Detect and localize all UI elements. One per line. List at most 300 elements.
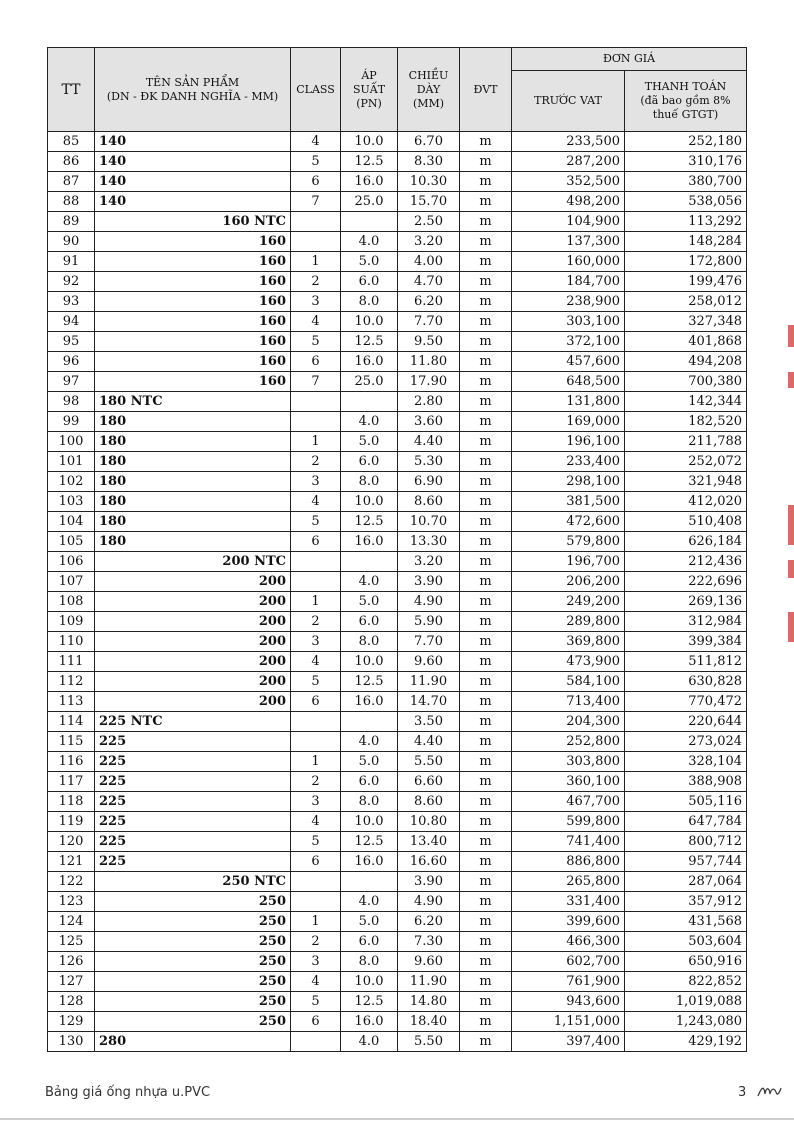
header-tt: TT: [48, 48, 95, 132]
cell-payment: 222,696: [625, 572, 747, 592]
cell-payment: 957,744: [625, 852, 747, 872]
cell-tt: 113: [48, 692, 95, 712]
cell-tt: 118: [48, 792, 95, 812]
cell-product: 160: [95, 252, 291, 272]
cell-unit: m: [460, 912, 512, 932]
cell-class: 3: [291, 472, 341, 492]
cell-product: 225: [95, 732, 291, 752]
cell-payment: 1,019,088: [625, 992, 747, 1012]
cell-before-vat: 352,500: [512, 172, 625, 192]
cell-product: 180: [95, 432, 291, 452]
cell-thickness: 6.70: [398, 132, 460, 152]
cell-unit: m: [460, 252, 512, 272]
cell-thickness: 7.70: [398, 312, 460, 332]
cell-unit: m: [460, 752, 512, 772]
header-pressure-line2: SUẤT: [352, 82, 386, 96]
cell-thickness: 4.70: [398, 272, 460, 292]
cell-thickness: 2.80: [398, 392, 460, 412]
cell-tt: 119: [48, 812, 95, 832]
cell-tt: 108: [48, 592, 95, 612]
cell-pressure: 12.5: [341, 152, 398, 172]
cell-before-vat: 298,100: [512, 472, 625, 492]
cell-pressure: 8.0: [341, 472, 398, 492]
cell-tt: 120: [48, 832, 95, 852]
cell-class: 3: [291, 632, 341, 652]
cell-unit: m: [460, 992, 512, 1012]
cell-thickness: 6.20: [398, 912, 460, 932]
table-row: [48, 232, 747, 252]
cell-before-vat: 233,400: [512, 452, 625, 472]
cell-tt: 91: [48, 252, 95, 272]
cell-thickness: 10.30: [398, 172, 460, 192]
cell-thickness: 2.50: [398, 212, 460, 232]
cell-product: 140: [95, 132, 291, 152]
table-row: [48, 552, 747, 572]
cell-payment: 538,056: [625, 192, 747, 212]
cell-before-vat: 369,800: [512, 632, 625, 652]
cell-class: 5: [291, 512, 341, 532]
cell-unit: m: [460, 412, 512, 432]
cell-payment: 511,812: [625, 652, 747, 672]
table-row: [48, 452, 747, 472]
cell-unit: m: [460, 372, 512, 392]
cell-before-vat: 472,600: [512, 512, 625, 532]
cell-tt: 124: [48, 912, 95, 932]
cell-product: 200: [95, 672, 291, 692]
cell-product: 200: [95, 572, 291, 592]
price-sheet: [47, 47, 747, 1052]
cell-pressure: 12.5: [341, 512, 398, 532]
cell-unit: m: [460, 472, 512, 492]
cell-class: 6: [291, 532, 341, 552]
cell-pressure: 4.0: [341, 232, 398, 252]
cell-payment: 220,644: [625, 712, 747, 732]
table-row: [48, 712, 747, 732]
table-row: [48, 732, 747, 752]
cell-thickness: 3.20: [398, 552, 460, 572]
cell-pressure: 10.0: [341, 812, 398, 832]
cell-class: 5: [291, 152, 341, 172]
cell-pressure: 8.0: [341, 292, 398, 312]
cell-before-vat: 331,400: [512, 892, 625, 912]
cell-payment: 431,568: [625, 912, 747, 932]
cell-pressure: 12.5: [341, 332, 398, 352]
header-pressure-line3: (PN): [356, 96, 382, 110]
cell-class: 6: [291, 852, 341, 872]
red-stamp-edge-mark: [788, 560, 794, 578]
signature-initials-icon: [756, 1080, 782, 1102]
cell-payment: 312,984: [625, 612, 747, 632]
cell-product: 225 NTC: [95, 712, 291, 732]
cell-product: 160: [95, 372, 291, 392]
cell-tt: 85: [48, 132, 95, 152]
header-unit: ĐVT: [460, 48, 512, 132]
cell-payment: 113,292: [625, 212, 747, 232]
cell-thickness: 4.00: [398, 252, 460, 272]
cell-tt: 94: [48, 312, 95, 332]
cell-class: 6: [291, 692, 341, 712]
cell-product: 140: [95, 172, 291, 192]
table-row: [48, 272, 747, 292]
cell-before-vat: 131,800: [512, 392, 625, 412]
cell-product: 180: [95, 412, 291, 432]
cell-payment: 505,116: [625, 792, 747, 812]
cell-before-vat: 265,800: [512, 872, 625, 892]
cell-class: 3: [291, 952, 341, 972]
red-stamp-edge-mark: [788, 372, 794, 388]
cell-product: 160: [95, 232, 291, 252]
cell-before-vat: 713,400: [512, 692, 625, 712]
cell-class: 3: [291, 792, 341, 812]
cell-before-vat: 381,500: [512, 492, 625, 512]
cell-pressure: 25.0: [341, 372, 398, 392]
cell-class: 2: [291, 772, 341, 792]
table-row: [48, 492, 747, 512]
cell-tt: 128: [48, 992, 95, 1012]
cell-thickness: 8.30: [398, 152, 460, 172]
cell-tt: 101: [48, 452, 95, 472]
cell-pressure: 10.0: [341, 492, 398, 512]
cell-tt: 121: [48, 852, 95, 872]
cell-product: 200: [95, 592, 291, 612]
red-stamp-edge-mark: [788, 505, 794, 545]
cell-pressure: [341, 872, 398, 892]
cell-class: [291, 412, 341, 432]
cell-unit: m: [460, 392, 512, 412]
header-product: [95, 48, 291, 132]
cell-unit: m: [460, 512, 512, 532]
cell-pressure: 10.0: [341, 972, 398, 992]
cell-product: 180: [95, 512, 291, 532]
cell-class: 7: [291, 192, 341, 212]
header-thickness-line1: CHIỀU: [408, 68, 449, 82]
header-price-group: ĐƠN GIÁ: [512, 48, 747, 71]
cell-product: 225: [95, 832, 291, 852]
cell-pressure: 4.0: [341, 732, 398, 752]
cell-product: 180: [95, 472, 291, 492]
cell-tt: 92: [48, 272, 95, 292]
cell-unit: m: [460, 492, 512, 512]
cell-thickness: 3.50: [398, 712, 460, 732]
cell-tt: 90: [48, 232, 95, 252]
cell-tt: 103: [48, 492, 95, 512]
cell-pressure: 10.0: [341, 132, 398, 152]
cell-product: 160 NTC: [95, 212, 291, 232]
cell-thickness: 15.70: [398, 192, 460, 212]
table-row: [48, 772, 747, 792]
cell-pressure: 16.0: [341, 172, 398, 192]
cell-product: 180: [95, 492, 291, 512]
cell-pressure: 6.0: [341, 272, 398, 292]
cell-before-vat: 360,100: [512, 772, 625, 792]
table-row: [48, 972, 747, 992]
cell-thickness: 11.80: [398, 352, 460, 372]
header-class: CLASS: [291, 48, 341, 132]
cell-tt: 112: [48, 672, 95, 692]
cell-payment: 357,912: [625, 892, 747, 912]
cell-class: 6: [291, 172, 341, 192]
cell-thickness: 10.70: [398, 512, 460, 532]
cell-before-vat: 473,900: [512, 652, 625, 672]
cell-pressure: [341, 392, 398, 412]
cell-class: 1: [291, 752, 341, 772]
cell-payment: 327,348: [625, 312, 747, 332]
cell-product: 200: [95, 652, 291, 672]
cell-product: 225: [95, 792, 291, 812]
table-row: [48, 152, 747, 172]
cell-pressure: 12.5: [341, 672, 398, 692]
cell-thickness: 18.40: [398, 1012, 460, 1032]
cell-thickness: 4.40: [398, 732, 460, 752]
cell-pressure: 5.0: [341, 592, 398, 612]
cell-product: 140: [95, 192, 291, 212]
cell-class: 4: [291, 312, 341, 332]
cell-class: [291, 572, 341, 592]
cell-payment: 273,024: [625, 732, 747, 752]
cell-product: 180: [95, 532, 291, 552]
cell-thickness: 5.30: [398, 452, 460, 472]
cell-payment: 321,948: [625, 472, 747, 492]
cell-before-vat: 233,500: [512, 132, 625, 152]
cell-pressure: [341, 552, 398, 572]
cell-tt: 86: [48, 152, 95, 172]
cell-unit: m: [460, 272, 512, 292]
cell-class: 1: [291, 912, 341, 932]
cell-thickness: 16.60: [398, 852, 460, 872]
cell-thickness: 13.30: [398, 532, 460, 552]
cell-tt: 123: [48, 892, 95, 912]
cell-unit: m: [460, 292, 512, 312]
cell-before-vat: 1,151,000: [512, 1012, 625, 1032]
cell-before-vat: 943,600: [512, 992, 625, 1012]
cell-thickness: 5.50: [398, 752, 460, 772]
cell-tt: 125: [48, 932, 95, 952]
table-row: [48, 312, 747, 332]
cell-unit: m: [460, 212, 512, 232]
cell-unit: m: [460, 952, 512, 972]
price-table: [47, 47, 747, 1052]
cell-unit: m: [460, 452, 512, 472]
table-row: [48, 932, 747, 952]
cell-tt: 129: [48, 1012, 95, 1032]
table-row: [48, 252, 747, 272]
cell-product: 200: [95, 632, 291, 652]
table-row: [48, 992, 747, 1012]
cell-class: 4: [291, 812, 341, 832]
cell-pressure: 10.0: [341, 312, 398, 332]
cell-pressure: 12.5: [341, 832, 398, 852]
cell-product: 200: [95, 692, 291, 712]
cell-class: [291, 1032, 341, 1052]
cell-payment: 412,020: [625, 492, 747, 512]
cell-pressure: [341, 212, 398, 232]
cell-before-vat: 584,100: [512, 672, 625, 692]
cell-thickness: 14.70: [398, 692, 460, 712]
cell-unit: m: [460, 552, 512, 572]
cell-class: 6: [291, 352, 341, 372]
cell-before-vat: 397,400: [512, 1032, 625, 1052]
cell-payment: 328,104: [625, 752, 747, 772]
cell-class: [291, 212, 341, 232]
cell-tt: 126: [48, 952, 95, 972]
table-row: [48, 292, 747, 312]
cell-class: 5: [291, 332, 341, 352]
cell-class: 4: [291, 132, 341, 152]
cell-unit: m: [460, 312, 512, 332]
cell-thickness: 3.20: [398, 232, 460, 252]
cell-product: 140: [95, 152, 291, 172]
cell-tt: 109: [48, 612, 95, 632]
cell-pressure: 5.0: [341, 252, 398, 272]
cell-pressure: 16.0: [341, 352, 398, 372]
cell-unit: m: [460, 652, 512, 672]
cell-thickness: 4.90: [398, 592, 460, 612]
cell-pressure: 5.0: [341, 432, 398, 452]
table-row: [48, 512, 747, 532]
cell-payment: 429,192: [625, 1032, 747, 1052]
header-thickness: [398, 48, 460, 132]
cell-thickness: 17.90: [398, 372, 460, 392]
cell-unit: m: [460, 1012, 512, 1032]
cell-class: 1: [291, 432, 341, 452]
cell-class: 5: [291, 672, 341, 692]
header-thickness-line3: (MM): [412, 96, 445, 110]
cell-product: 225: [95, 852, 291, 872]
table-row: [48, 1032, 747, 1052]
cell-payment: 626,184: [625, 532, 747, 552]
cell-class: [291, 392, 341, 412]
cell-payment: 494,208: [625, 352, 747, 372]
header-before-vat: TRƯỚC VAT: [512, 71, 625, 132]
cell-before-vat: 741,400: [512, 832, 625, 852]
cell-before-vat: 467,700: [512, 792, 625, 812]
table-row: [48, 592, 747, 612]
cell-before-vat: 466,300: [512, 932, 625, 952]
cell-payment: 647,784: [625, 812, 747, 832]
cell-unit: m: [460, 632, 512, 652]
cell-unit: m: [460, 152, 512, 172]
cell-pressure: 5.0: [341, 752, 398, 772]
cell-class: 7: [291, 372, 341, 392]
cell-unit: m: [460, 732, 512, 752]
cell-class: 3: [291, 292, 341, 312]
cell-pressure: 8.0: [341, 792, 398, 812]
cell-product: 200: [95, 612, 291, 632]
cell-before-vat: 287,200: [512, 152, 625, 172]
cell-pressure: 6.0: [341, 612, 398, 632]
cell-tt: 93: [48, 292, 95, 312]
cell-before-vat: 498,200: [512, 192, 625, 212]
cell-class: [291, 712, 341, 732]
cell-before-vat: 249,200: [512, 592, 625, 612]
cell-payment: 822,852: [625, 972, 747, 992]
cell-product: 280: [95, 1032, 291, 1052]
cell-pressure: 4.0: [341, 572, 398, 592]
cell-payment: 1,243,080: [625, 1012, 747, 1032]
cell-payment: 148,284: [625, 232, 747, 252]
table-row: [48, 432, 747, 452]
cell-tt: 87: [48, 172, 95, 192]
cell-unit: m: [460, 532, 512, 552]
cell-before-vat: 184,700: [512, 272, 625, 292]
cell-payment: 388,908: [625, 772, 747, 792]
cell-tt: 115: [48, 732, 95, 752]
table-row: [48, 612, 747, 632]
cell-pressure: 16.0: [341, 1012, 398, 1032]
cell-product: 160: [95, 292, 291, 312]
cell-class: [291, 732, 341, 752]
cell-thickness: 7.70: [398, 632, 460, 652]
cell-product: 225: [95, 752, 291, 772]
cell-class: 5: [291, 832, 341, 852]
cell-payment: 142,344: [625, 392, 747, 412]
red-stamp-edge-mark: [788, 612, 794, 642]
cell-pressure: 8.0: [341, 952, 398, 972]
cell-thickness: 5.50: [398, 1032, 460, 1052]
table-row: [48, 212, 747, 232]
table-row: [48, 172, 747, 192]
cell-class: 2: [291, 272, 341, 292]
cell-payment: 269,136: [625, 592, 747, 612]
cell-payment: 252,072: [625, 452, 747, 472]
cell-payment: 199,476: [625, 272, 747, 292]
cell-before-vat: 457,600: [512, 352, 625, 372]
cell-unit: m: [460, 1032, 512, 1052]
cell-before-vat: 160,000: [512, 252, 625, 272]
cell-tt: 122: [48, 872, 95, 892]
table-body: [48, 132, 747, 1052]
header-thickness-line2: DÀY: [416, 82, 441, 96]
cell-thickness: 9.60: [398, 652, 460, 672]
cell-tt: 102: [48, 472, 95, 492]
cell-tt: 106: [48, 552, 95, 572]
cell-tt: 89: [48, 212, 95, 232]
cell-product: 250: [95, 892, 291, 912]
cell-product: 160: [95, 312, 291, 332]
cell-tt: 98: [48, 392, 95, 412]
header-payment-line3: thuế GTGT): [652, 108, 719, 121]
cell-product: 225: [95, 812, 291, 832]
header-payment-line1: THANH TOÁN: [644, 80, 727, 93]
cell-payment: 510,408: [625, 512, 747, 532]
cell-before-vat: 599,800: [512, 812, 625, 832]
cell-before-vat: 761,900: [512, 972, 625, 992]
cell-tt: 105: [48, 532, 95, 552]
cell-before-vat: 137,300: [512, 232, 625, 252]
cell-before-vat: 303,100: [512, 312, 625, 332]
table-row: [48, 572, 747, 592]
cell-class: 4: [291, 492, 341, 512]
cell-thickness: 6.60: [398, 772, 460, 792]
table-header: [48, 48, 747, 132]
header-pressure-line1: ÁP: [361, 68, 377, 82]
cell-before-vat: 289,800: [512, 612, 625, 632]
cell-thickness: 14.80: [398, 992, 460, 1012]
table-row: [48, 852, 747, 872]
cell-class: 1: [291, 252, 341, 272]
cell-tt: 110: [48, 632, 95, 652]
cell-thickness: 3.90: [398, 872, 460, 892]
table-row: [48, 332, 747, 352]
cell-pressure: [341, 712, 398, 732]
cell-unit: m: [460, 432, 512, 452]
cell-payment: 770,472: [625, 692, 747, 712]
cell-product: 160: [95, 352, 291, 372]
header-payment-line2: (đã bao gồm 8%: [640, 94, 731, 107]
cell-product: 250: [95, 972, 291, 992]
page-bottom-edge: [0, 1118, 794, 1120]
cell-payment: 399,384: [625, 632, 747, 652]
